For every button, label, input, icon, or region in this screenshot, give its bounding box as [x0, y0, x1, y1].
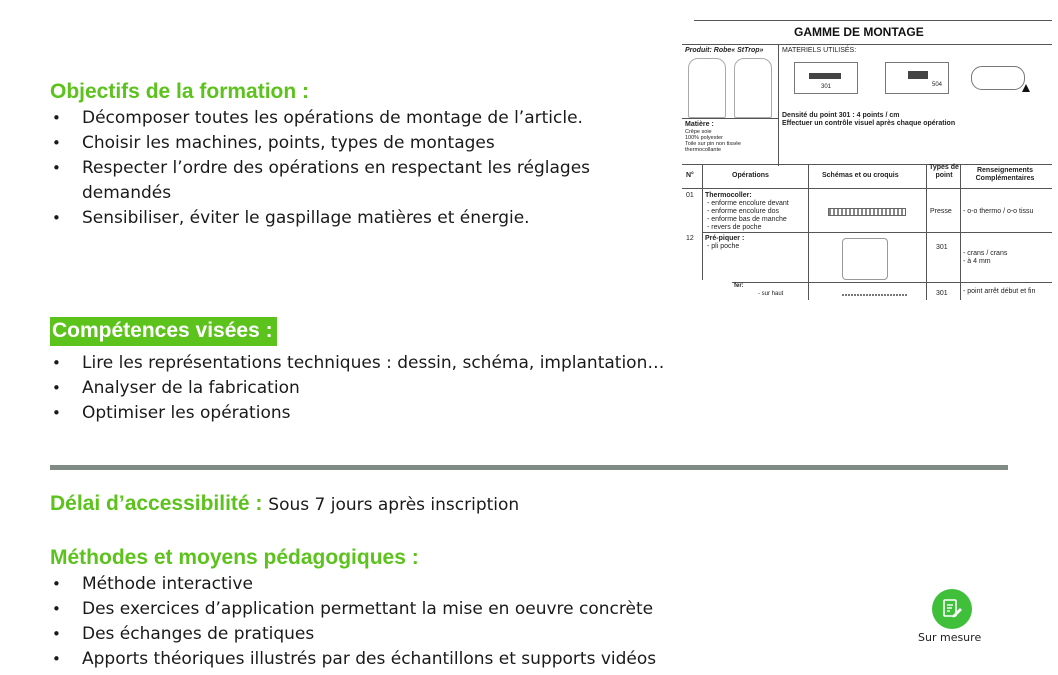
machine-301-box: 301 — [794, 62, 858, 94]
doc-matiere-title: Matière : — [685, 121, 714, 128]
delai-value: Sous 7 jours après inscription — [268, 495, 520, 515]
list-item: • Respecter l’ordre des opérations en respectant les réglages demandés — [50, 156, 602, 206]
doc-col-operations: Opérations — [732, 172, 769, 179]
machine-504-box: 504 — [885, 62, 949, 94]
delai-line — [50, 492, 519, 516]
doc-col-rens: Renseignements Complémentaires — [975, 167, 1035, 182]
competences-list — [50, 351, 664, 426]
list-item: • Choisir les machines, points, types de montages — [50, 131, 602, 156]
doc-densite: Densité du point 301 : 4 points / cm — [782, 112, 900, 119]
list-item: • Méthode interactive — [50, 572, 656, 597]
gamme-de-montage-document: GAMME DE MONTAGE Produit: Robe« StTrop» MATERIELS UTILISÉS: 301 504 Densité du point 301 : 4 points / cm Effectuer un contrôle visuel après chaque opération Matière : Crêpe soie 100% polyester Toile sur pin non tissée thermocollante N° Opérations Schémas et ou croquis Types de point Renseignements Complémentaires 01 Thermocoller: - enforme encolure devant - enforme encolure dos - enforme bas de manche - revers de poche Presse - o-o thermo / o-o tissu 12 Pré-piquer : - pli poche 301 - crans / crans - à 4 mm fer: - sur haut 301 - point arrêt début et fin — [682, 18, 1052, 300]
list-item: • Des exercices d’application permettant la mise en oeuvre concrète — [50, 597, 656, 622]
machine-3-box — [971, 66, 1025, 90]
doc-controle: Effectuer un contrôle visuel après chaque opération — [782, 120, 956, 127]
delai-title: Délai d’accessibilité : — [50, 492, 263, 515]
row1-sketch — [828, 208, 906, 216]
edit-document-icon — [941, 598, 963, 620]
objectifs-list — [50, 106, 602, 231]
doc-col-types: Types de point — [929, 164, 959, 179]
doc-col-num: N° — [686, 172, 694, 179]
competences-title: Compétences visées : — [50, 317, 277, 346]
sur-mesure-label: Sur mesure — [918, 631, 982, 644]
list-item: • Lire les représentations techniques : dessin, schéma, implantation… — [50, 351, 664, 376]
list-item: • Des échanges de pratiques — [50, 622, 656, 647]
list-item: • Optimiser les opérations — [50, 401, 664, 426]
garment-back-sketch — [734, 58, 772, 118]
doc-materiels: MATERIELS UTILISÉS: — [782, 47, 857, 54]
list-item: • Analyser de la fabrication — [50, 376, 664, 401]
methodes-list — [50, 572, 656, 672]
section-divider — [50, 465, 1008, 470]
row2-sketch — [842, 238, 888, 280]
list-item: • Sensibiliser, éviter le gaspillage matières et énergie. — [50, 206, 602, 231]
objectifs-title: Objectifs de la formation : — [50, 80, 310, 103]
sur-mesure-badge — [932, 589, 972, 629]
doc-produit: Produit: Robe« StTrop» — [685, 47, 764, 54]
list-item: • Apports théoriques illustrés par des échantillons et supports vidéos — [50, 647, 656, 672]
doc-title: GAMME DE MONTAGE — [794, 25, 924, 39]
doc-col-schemas: Schémas et ou croquis — [822, 172, 899, 179]
methodes-title: Méthodes et moyens pédagogiques : — [50, 546, 419, 569]
list-item: • Décomposer toutes les opérations de montage de l’article. — [50, 106, 602, 131]
garment-front-sketch — [688, 58, 726, 118]
